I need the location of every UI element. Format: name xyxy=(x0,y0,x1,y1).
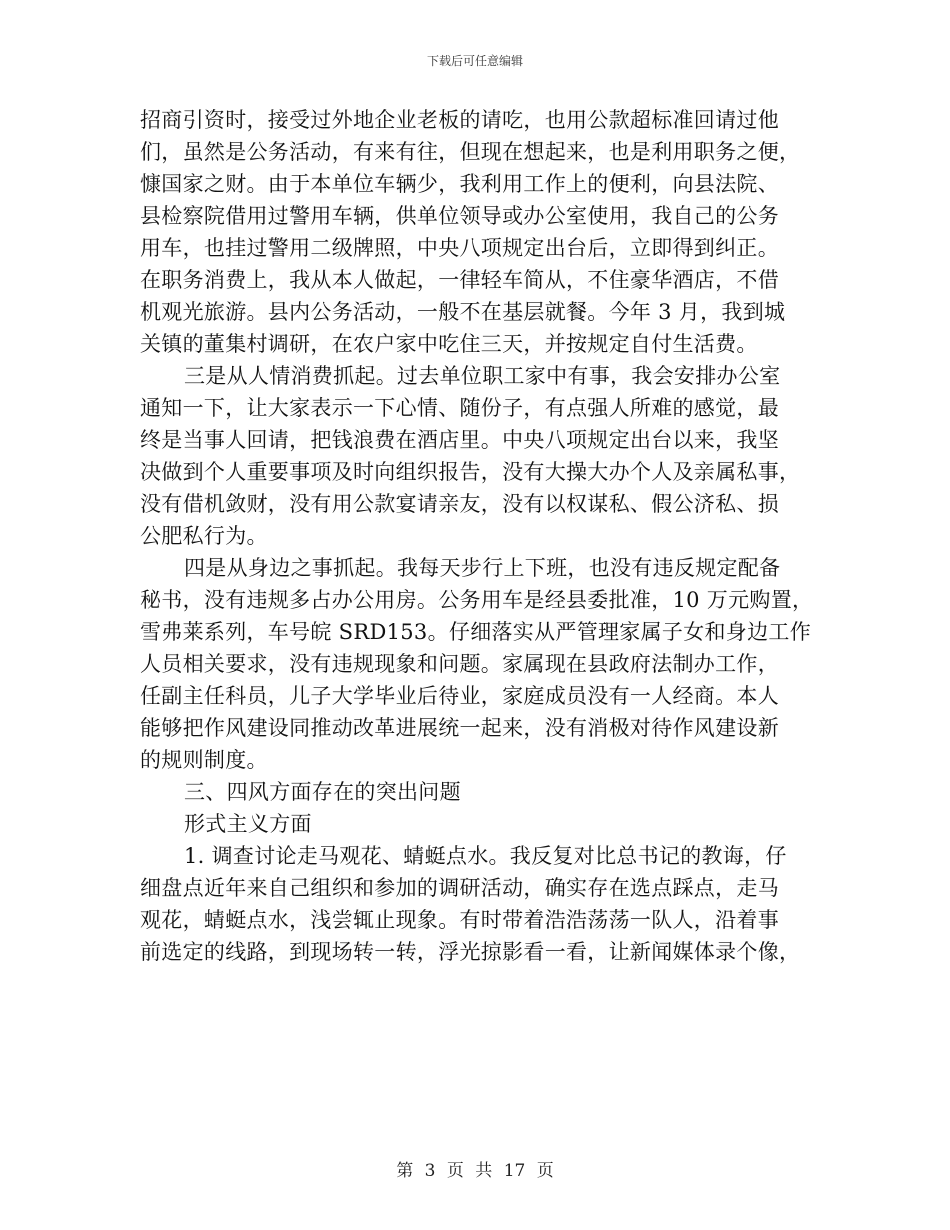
text-line: 观花，蜻蜓点水，浅尝辄止现象。有时带着浩浩荡荡一队人，沿着事 xyxy=(140,908,779,932)
page-footer: 第 3 页 共 17 页 xyxy=(396,1161,554,1181)
document-body xyxy=(140,104,812,968)
page-header: 下载后可任意编辑 xyxy=(426,54,523,68)
text-line: 能够把作风建设同推动改革进展统一起来，没有消极对待作风建设新 xyxy=(140,716,779,740)
text-line: 没有借机敛财，没有用公款宴请亲友，没有以权谋私、假公济私、损 xyxy=(140,492,779,516)
text-line: 慷国家之财。由于本单位车辆少，我利用工作上的便利，向县法院、 xyxy=(140,172,779,196)
text-line: 县检察院借用过警用车辆，供单位领导或办公室使用，我自己的公务 xyxy=(140,204,779,228)
text-line: 终是当事人回请，把钱浪费在酒店里。中央八项规定出台以来，我坚 xyxy=(140,428,779,452)
text-line: 雪弗莱系列，车号皖 SRD153。仔细落实从严管理家属子女和身边工作 xyxy=(140,620,811,644)
text-line: 三、四风方面存在的突出问题 xyxy=(184,780,461,804)
text-line: 的规则制度。 xyxy=(140,748,268,772)
text-line: 关镇的董集村调研，在农户家中吃住三天，并按规定自付生活费。 xyxy=(140,332,758,356)
text-line: 秘书，没有违规多占办公用房。公务用车是经县委批准，10 万元购置， xyxy=(140,588,814,612)
text-line: 人员相关要求，没有违规现象和问题。家属现在县政府法制办工作， xyxy=(140,652,779,676)
text-line: 招商引资时，接受过外地企业老板的请吃，也用公款超标准回请过他 xyxy=(140,108,779,132)
text-line: 任副主任科员，儿子大学毕业后待业，家庭成员没有一人经商。本人 xyxy=(140,684,779,708)
text-line: 1. 调查讨论走马观花、蜻蜓点水。我反复对比总书记的教诲，仔 xyxy=(184,844,787,868)
text-line: 机观光旅游。县内公务活动，一般不在基层就餐。今年 3 月，我到城 xyxy=(140,300,786,324)
text-line: 细盘点近年来自己组织和参加的调研活动，确实存在选点踩点，走马 xyxy=(140,876,779,900)
text-line: 形式主义方面 xyxy=(184,812,312,836)
text-line: 通知一下，让大家表示一下心情、随份子，有点强人所难的感觉，最 xyxy=(140,396,779,420)
text-line: 用车，也挂过警用二级牌照，中央八项规定出台后，立即得到纠正。 xyxy=(140,236,779,260)
text-line: 四是从身边之事抓起。我每天步行上下班，也没有违反规定配备 xyxy=(184,556,781,580)
text-line: 们，虽然是公务活动，有来有往，但现在想起来，也是利用职务之便， xyxy=(140,140,801,164)
text-line: 前选定的线路，到现场转一转，浮光掠影看一看，让新闻媒体录个像， xyxy=(140,940,801,964)
text-line: 三是从人情消费抓起。过去单位职工家中有事，我会安排办公室 xyxy=(184,364,781,388)
text-line: 公肥私行为。 xyxy=(140,524,268,548)
text-line: 在职务消费上，我从本人做起，一律轻车简从，不住豪华酒店，不借 xyxy=(140,268,779,292)
text-line: 决做到个人重要事项及时向组织报告，没有大操大办个人及亲属私事， xyxy=(140,460,801,484)
